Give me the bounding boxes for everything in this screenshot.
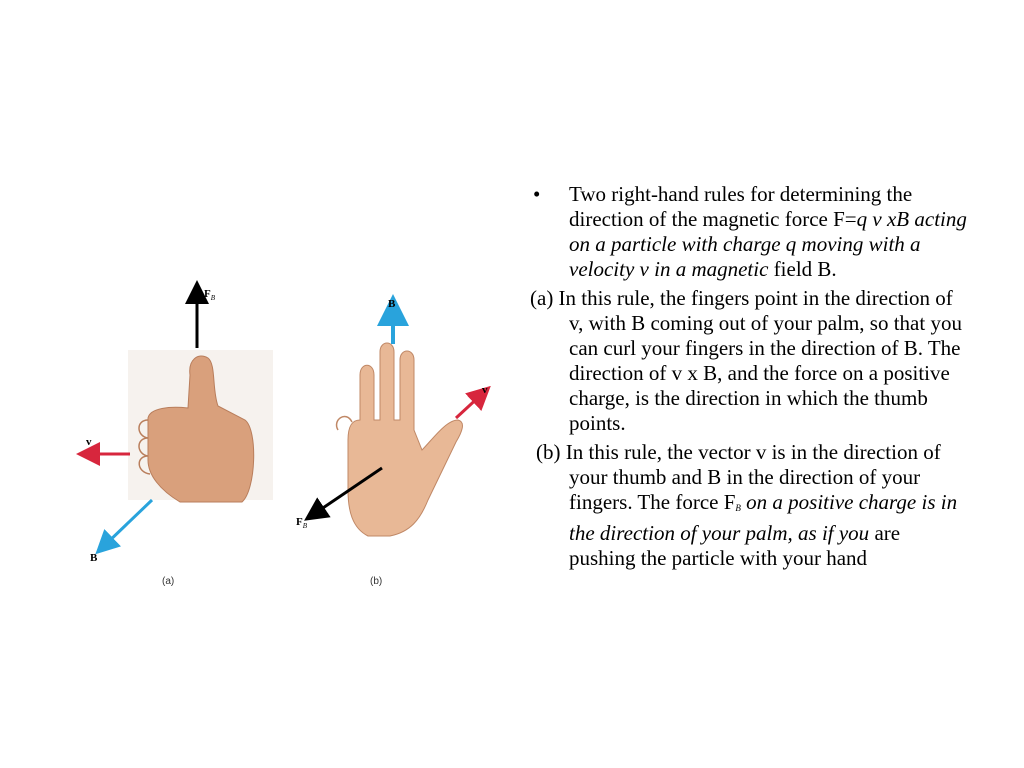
hand-illustrations bbox=[70, 280, 510, 600]
label-v-b: v bbox=[482, 384, 488, 396]
caption-b: (b) bbox=[370, 576, 383, 587]
caption-a: (a) bbox=[162, 576, 175, 587]
bullet-mark: • bbox=[533, 182, 541, 206]
hand-a-thumbs-up bbox=[128, 350, 273, 502]
hand-b-open-palm bbox=[337, 343, 463, 536]
paragraph-rule-b: (b) In this rule, the vector v is in the direction of your thumb and B in the direction of your fingers. The force FB on a positive charge is in the direction of your palm, as if you are pushing the particle with your hand bbox=[536, 440, 958, 570]
velocity-arrow-b bbox=[456, 394, 482, 418]
label-b-b: B bbox=[388, 298, 396, 310]
explanation-text bbox=[530, 182, 970, 575]
right-hand-rule-figure bbox=[70, 280, 510, 600]
paragraph-intro: • Two right-hand rules for determining the direction of the magnetic force F=q v xB acting on a particle with charge q moving with a velocity v in a magnetic field B. bbox=[533, 182, 967, 281]
label-fb-a: $F_B$ bbox=[204, 288, 216, 303]
label-fb-b: $F_B$ bbox=[296, 516, 308, 531]
paragraph-rule-a: (a) In this rule, the fingers point in the direction of v, with B coming out of your palm, so that you can curl your fingers in the direction of B. The direction of v x B, and the force on a positive charge, is the direction in which the thumb points. bbox=[530, 286, 962, 435]
field-arrow-a bbox=[104, 500, 152, 546]
label-b-a: B bbox=[90, 552, 98, 564]
label-v-a: v bbox=[86, 436, 92, 448]
